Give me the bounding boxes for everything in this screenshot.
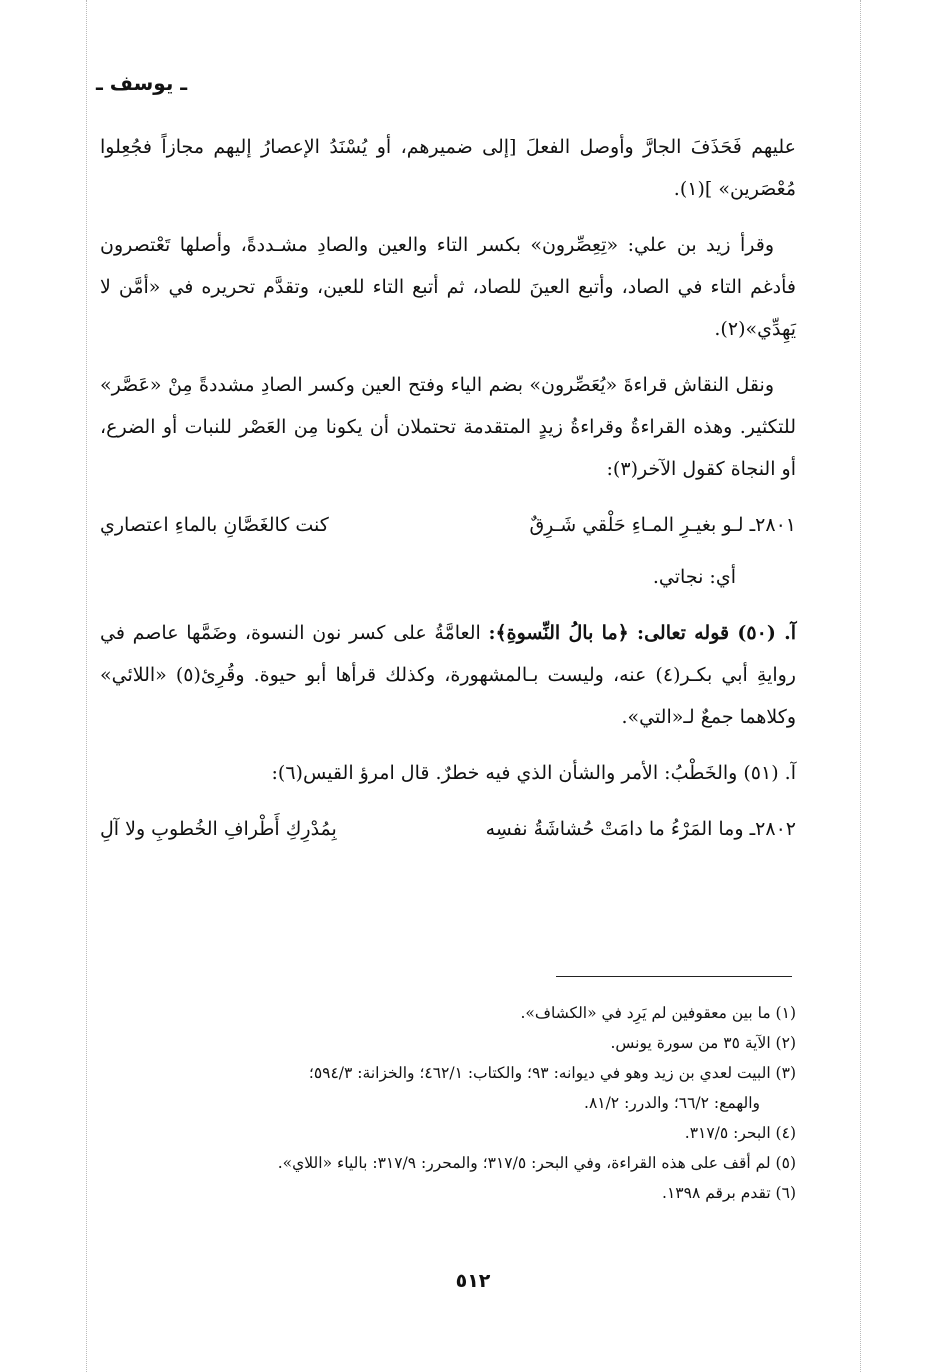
footnote-4: (٤) البحر: ٣١٧/٥. xyxy=(684,1124,796,1142)
verse-2801 xyxy=(100,504,796,546)
page-number: ٥١٢ xyxy=(455,1270,491,1292)
verse-2802-right: وما المَرْءُ ما دامَتْ حُشاشَةُ نفسِه xyxy=(485,818,744,840)
footnote-6: (٦) تقدم برقم ١٣٩٨. xyxy=(662,1184,796,1202)
footnote-2: (٢) الآية ٣٥ من سورة يونس. xyxy=(610,1034,796,1052)
verse-2802 xyxy=(100,808,796,850)
paragraph-3: ونقل النقاش قراءةَ «يُعَصِّرون» بضم الياء وفتح العين وكسر الصادِ مشددةً مِنْ «عَصَّر» للتكثير. وهذه القراءةُ وقراءةُ زيدٍ المتقدمة تحتملان أن يكونا مِن العَصْر للنبات أو الضرع، أو النجاة كقول الآخر(٣): xyxy=(100,374,796,480)
paragraph-5-body: العامَّةُ على كسر نون النسوة، وضَمَّها عاصم في روايةِ أبي بكـر(٤) عنه، وليست بـالمشهورة، وكذلك قرأها أبو حيوة. وقُرِئ(٥) «اللائي» وكلاهما جمعٌ لـ«التي». xyxy=(100,622,796,728)
footnotes xyxy=(100,998,796,1208)
verse-2801-right: لـو بغيـرِ المـاءِ حَلْقي شَـرِقٌ xyxy=(529,514,744,536)
verse-2802-first-hemistich xyxy=(486,808,796,850)
main-text xyxy=(100,126,796,860)
paragraph-4: أي: نجاتي. xyxy=(652,566,736,588)
paragraph-2: وقرأ زيد بن علي: «تِعِصِّرون» بكسر التاء والعين والصادِ مشـددةً، وأصلها تَعْتصرون فأدغم التاء في الصاد، وأتبع العينَ للصاد، ثم أتبع التاء للعين، وتقدَّم تحريره في «أمَّن لا يَهِدِّي»(٢). xyxy=(100,234,796,340)
footnote-1: (١) ما بين معقوفين لم يَرِد في «الكشاف». xyxy=(520,1004,796,1022)
paragraph-6: آ. (٥١) والخَطْبُ: الأمر والشأن الذي فيه خطرٌ. قال امرؤ القيس(٦): xyxy=(271,762,796,784)
running-head: ـ يوسف ـ xyxy=(96,71,188,95)
paragraph-1: عليهم فَحَذَفَ الجارَّ وأوصل الفعلَ [إلى ضميرهم، أو يُسْنَدُ الإعصارُ إليهم مجازاً فجُعِلوا مُعْصَرين» ](١). xyxy=(100,136,796,200)
paragraph-5 xyxy=(100,612,796,738)
footnote-3-continued: والهمع: ٦٦/٢؛ والدرر: ٨١/٢. xyxy=(584,1094,760,1112)
verse-2801-first-hemistich xyxy=(529,504,796,546)
footnote-3: (٣) البيت لعدي بن زيد وهو في ديوانه: ٩٣؛ والكتاب: ٤٦٢/١؛ والخزانة: ٥٩٤/٣؛ xyxy=(308,1064,796,1082)
verse-2801-second-hemistich: كنت كالغَصَّانِ بالماءِ اعتصاري xyxy=(100,514,329,536)
verse-2801-number: ٢٨٠١ـ xyxy=(749,514,796,536)
footnote-separator xyxy=(556,976,792,977)
footnote-5: (٥) لم أقف على هذه القراءة، وفي البحر: ٣١٧/٥؛ والمحرر: ٣١٧/٩: بالياء «اللاي». xyxy=(277,1154,796,1172)
verse-heading-50: آ. (٥٠) قوله تعالى: ﴿ما بالُ النِّسوةِ﴾: xyxy=(488,622,797,644)
verse-2802-second-hemistich: بِمُدْرِكِ أَطْرافِ الخُطوبِ ولا آلِ xyxy=(100,818,337,840)
verse-2802-number: ٢٨٠٢ـ xyxy=(749,818,796,840)
scan-margin-dots-left xyxy=(86,0,87,1372)
scan-margin-dots-right xyxy=(860,0,861,1372)
